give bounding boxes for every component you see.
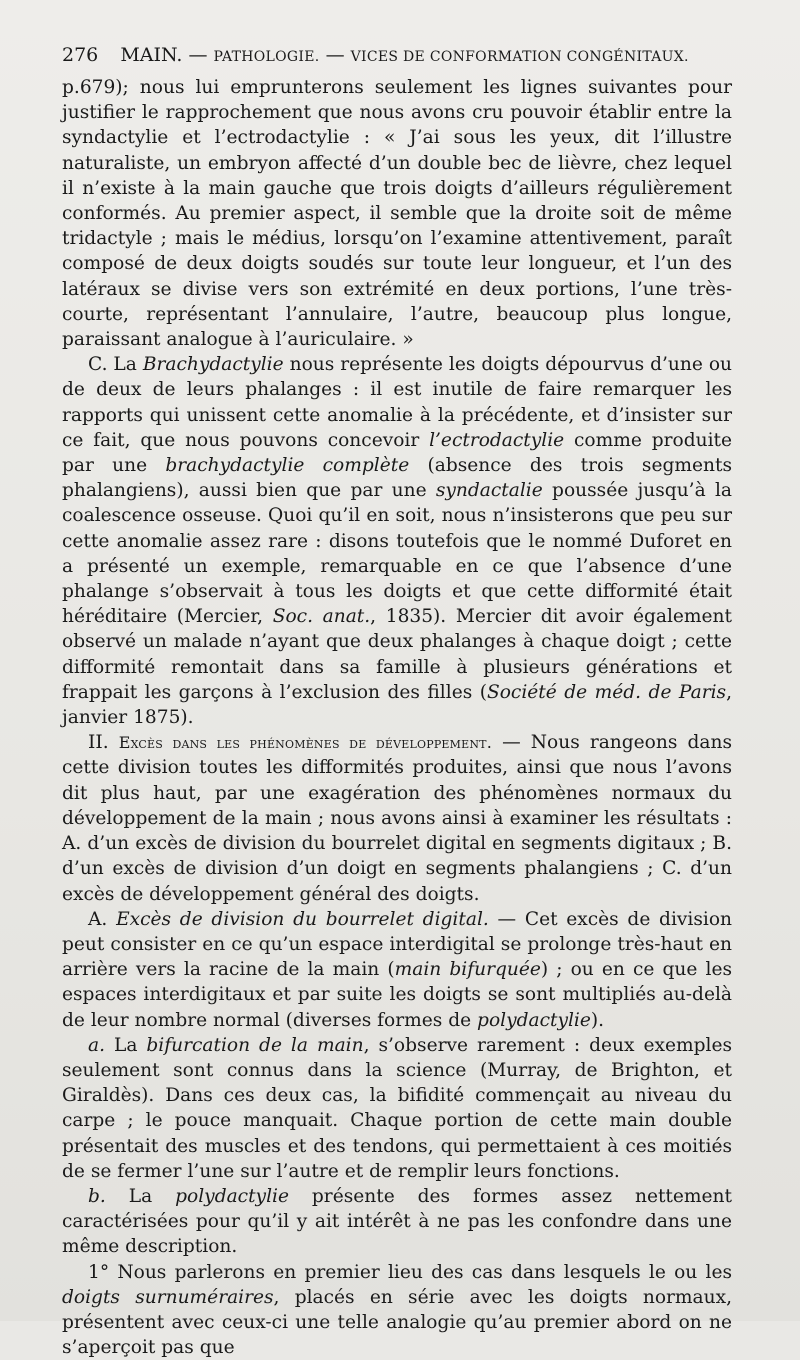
paragraph-text: comme produite par une xyxy=(62,429,733,477)
paragraph-text: , janvier 1875). xyxy=(62,681,732,729)
paragraph-label: a. xyxy=(88,1034,105,1056)
section-heading: Excès dans les phénomènes de développement. xyxy=(118,733,492,753)
page-number: 276 xyxy=(62,44,99,66)
paragraph-text: (absence des trois segments phalangiens), aussi bien que par une xyxy=(62,455,732,502)
paragraph-label: b. xyxy=(88,1185,106,1207)
header-subsection: VICES DE CONFORMATION CONGÉNITAUX. xyxy=(350,49,689,65)
italic-term: polydactylie xyxy=(175,1185,289,1207)
italic-term: l’ectrodactylie xyxy=(429,429,565,451)
subsection-heading: Excès de division du bourrelet digital. xyxy=(116,908,489,930)
italic-citation: Soc. anat. xyxy=(272,606,371,628)
header-section: PATHOLOGIE. xyxy=(213,49,320,65)
italic-term: bifurcation de la main xyxy=(146,1034,364,1056)
paragraph-excess-division xyxy=(62,907,732,1033)
italic-term: Brachydactylie xyxy=(142,354,284,376)
body-text xyxy=(62,75,732,1360)
paragraph-text: , 1835). Mercier dit avoir également observé un malade n’ayant que deux phalanges à chaque doigt ; cette difformité remontait dans sa famille à plusieurs générations et frappait les garçons à l’exclusion des filles ( xyxy=(62,606,732,703)
paragraph-text: La xyxy=(105,1185,176,1207)
paragraph-quote-continuation xyxy=(62,75,732,352)
paragraph-supernumerary xyxy=(62,1260,732,1360)
paragraph-text: , s’observe rarement : deux exemples seulement sont connus dans la science (Murray, de Brighton, et Giraldès). Dans ces deux cas, la bifidité commençait au niveau du carpe ; le pouce manquait. Chaque portion de cette main double présentait des muscles et des tendons, qui permettaient à ces moitiés de se fermer l’une sur l’autre et de remplir leurs fonctions. xyxy=(62,1034,732,1182)
paragraph-label: C. La xyxy=(88,354,143,376)
paragraph-label: A. xyxy=(88,908,117,930)
italic-term: syndactalie xyxy=(435,480,543,502)
paragraph-text: nous représente les doigts dépourvus d’une ou de deux de leurs phalanges : il est inutile de faire remarquer les rapports qui unissent cette anomalie à la précédente, et d’insister sur ce fait, que nous pouvons concevoir xyxy=(62,354,732,451)
paragraph-text: p.679); nous lui emprunterons seulement les lignes suivantes pour justifier le rapprochement que nous avons cru pouvoir établir entre la syndactylie et l’ectrodactylie : « J’ai sous les yeux, dit l’illustre naturaliste, un embryon affecté d’un double bec de lièvre, chez lequel il n’existe à la main gauche que trois doigts d’ailleurs régulièrement conformés. Au premier aspect, il semble que la droite soit de même tridactyle ; mais le médius, lorsqu’on l’examine attentivement, paraît composé de deux doigts soudés sur toute leur longueur, et l’un des latéraux se divise vers son extrémité en deux portions, l’une très-courte, représentant l’annulaire, l’autre, beaucoup plus longue, paraissant analogue à l’auriculaire. » xyxy=(62,77,732,351)
paragraph-text: 1° Nous parlerons en premier lieu des cas dans lesquels le ou les xyxy=(88,1261,732,1283)
paragraph-text: — Nous rangeons dans cette division toutes les difformités produites, ainsi que nous l’avons dit plus haut, par une exagération des phénomènes normaux du développement de la main ; nous avons ainsi à examiner les résultats : A. d’un excès de division du bourrelet digital en segments digitaux ; B. d’un excès de division d’un doigt en segments phalangiens ; C. d’un excès de développement général des doigts. xyxy=(62,732,732,905)
paragraph-polydactylie xyxy=(62,1184,732,1260)
italic-term: main bifurquée xyxy=(394,959,541,981)
paragraph-text: — Cet excès de division peut consister en ce qu’un espace interdigital se prolonge très-haut en arrière vers la racine de la main ( xyxy=(62,908,733,981)
italic-citation: Société de méd. de Paris xyxy=(486,681,727,703)
paragraph-section-ii xyxy=(62,730,732,906)
running-header xyxy=(62,40,742,70)
paragraph-text: poussée jusqu’à la coalescence osseuse. Quoi qu’il en soit, nous n’insisterons que peu sur cette anomalie assez rare : disons toutefois que le nommé Duforet en a présenté un exemple, remarquable en ce que l’absence d’une phalange s’observait à tous les doigts et que cette difformité était héréditaire (Mercier, xyxy=(62,480,732,628)
header-main: MAIN. xyxy=(120,44,183,66)
header-dash: — xyxy=(188,44,208,66)
paragraph-text: ) ; ou en ce que les espaces interdigitaux et par suite les doigts se sont multipliés au-delà de leur nombre normal (diverses formes de xyxy=(62,959,732,1031)
paragraph-text: La xyxy=(105,1034,147,1056)
paragraph-brachydactylie xyxy=(62,352,732,730)
italic-term: polydactylie xyxy=(477,1009,591,1031)
paragraph-text: présente des formes assez nettement caractérisées pour qu’il y ait intérêt à ne pas les confondre dans une même description. xyxy=(62,1185,732,1258)
paragraph-text: , placés en série avec les doigts normaux, présentent avec ceux-ci une telle analogie qu’au premier abord on ne s’aperçoit pas que xyxy=(62,1286,732,1359)
italic-term: doigts surnuméraires xyxy=(62,1286,274,1308)
section-numeral: II. xyxy=(88,732,119,754)
paragraph-text: ). xyxy=(590,1009,605,1031)
italic-term: brachydactylie complète xyxy=(165,455,410,477)
header-dash: — xyxy=(325,44,345,66)
paragraph-bifurcation xyxy=(62,1033,732,1184)
